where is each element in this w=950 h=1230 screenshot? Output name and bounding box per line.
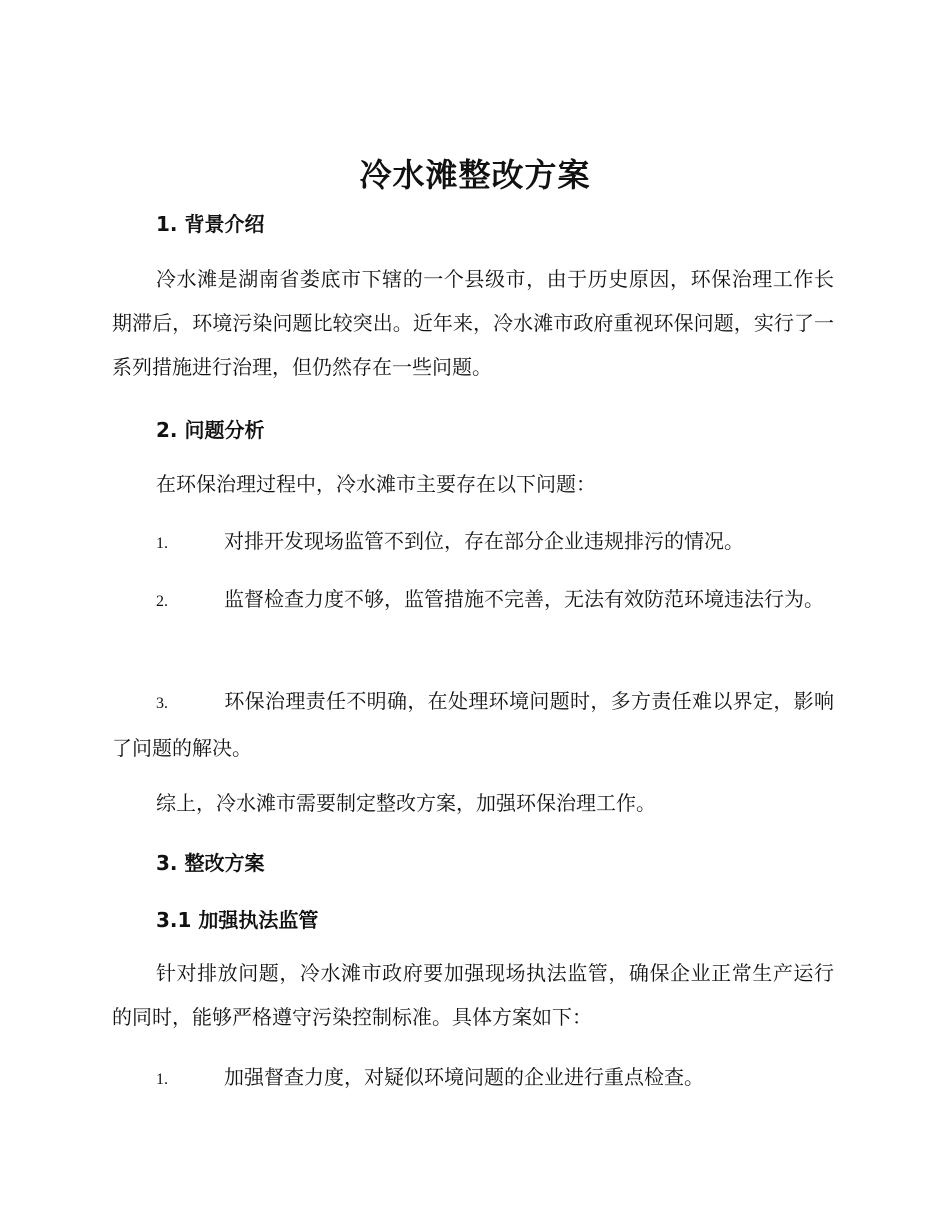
list-number: 1. — [156, 1071, 168, 1088]
list-number: 1. — [156, 535, 168, 552]
list-item-text: 对排开发现场监管不到位，存在部分企业违规排污的情况。 — [224, 529, 744, 553]
problem-list-item-1 — [112, 519, 834, 566]
section-1-paragraph: 冷水滩是湖南省娄底市下辖的一个县级市，由于历史原因，环保治理工作长期滞后，环境污染问题比较突出。近年来，冷水滩市政府重视环保问题，实行了一系列措施进行治理，但仍然存在一些问题。 — [112, 267, 834, 379]
problem-list-item-3 — [112, 679, 834, 770]
problem-list-item-2 — [112, 577, 834, 624]
list-number: 2. — [156, 593, 168, 610]
list-item-text: 监督检查力度不够，监管措施不完善，无法有效防范环境违法行为。 — [224, 587, 824, 611]
document-title: 冷水滩整改方案 — [359, 156, 591, 194]
section-3-heading: 3. 整改方案 — [156, 851, 265, 875]
section-1-heading: 1. 背景介绍 — [156, 212, 265, 236]
section-2-heading: 2. 问题分析 — [156, 418, 265, 442]
section-3-1-heading: 3.1 加强执法监管 — [156, 908, 319, 932]
section-2-intro: 在环保治理过程中，冷水滩市主要存在以下问题： — [156, 472, 596, 496]
list-item-text: 环保治理责任不明确，在处理环境问题时，多方责任难以界定，影响了问题的解决。 — [112, 689, 834, 760]
list-number: 3. — [156, 695, 168, 712]
list-item-text: 加强督查力度，对疑似环境问题的企业进行重点检查。 — [224, 1065, 704, 1089]
measure-list-item-1 — [112, 1055, 834, 1102]
section-2-summary: 综上，冷水滩市需要制定整改方案，加强环保治理工作。 — [156, 791, 656, 815]
section-3-1-paragraph: 针对排放问题，冷水滩市政府要加强现场执法监管，确保企业正常生产运行的同时，能够严格遵守污染控制标准。具体方案如下： — [112, 961, 834, 1029]
